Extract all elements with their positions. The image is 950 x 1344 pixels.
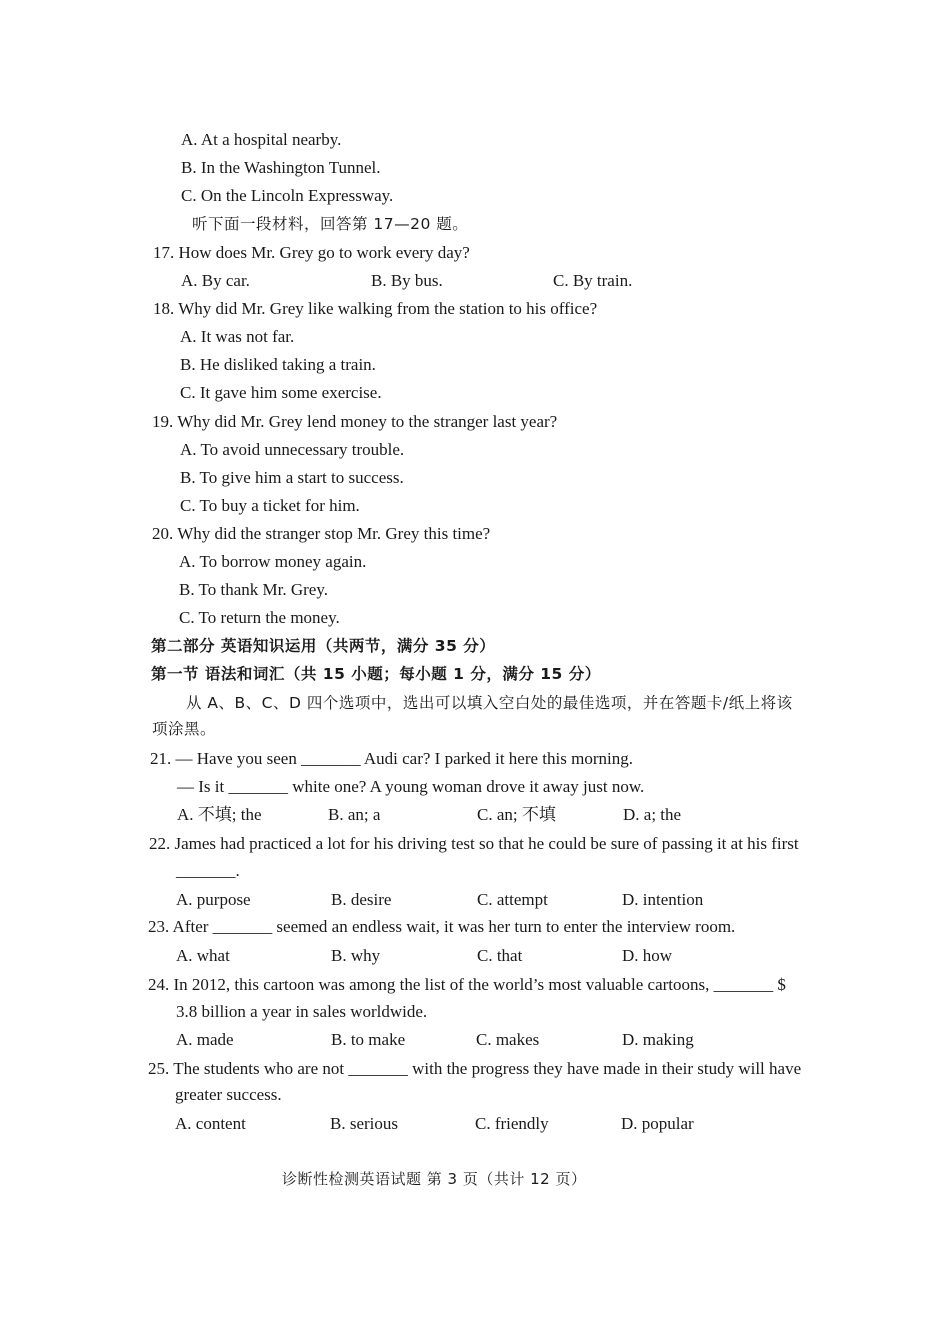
page-footer: 诊断性检测英语试题 第 3 页（共计 12 页） (282, 1170, 587, 1188)
prev-option-a: A. At a hospital nearby. (181, 130, 342, 149)
question-24-options (0, 1029, 950, 1051)
question-21-line-2: — Is it _______ white one? A young woman drove it away just now. (177, 777, 645, 796)
listening-instruction: 听下面一段材料，回答第 17—20 题。 (192, 215, 469, 233)
q17-option-a: A. By car. (181, 271, 250, 290)
q21-option-a: A. 不填; the (177, 805, 262, 824)
question-22-line-2: _______. (176, 861, 240, 880)
question-23-options (0, 945, 950, 967)
question-17-options (0, 270, 950, 292)
question-25-options (0, 1113, 950, 1135)
q23-option-a: A. what (176, 946, 230, 965)
question-25-line-2: greater success. (175, 1085, 282, 1104)
q23-option-d: D. how (622, 946, 673, 965)
q25-option-c: C. friendly (475, 1114, 549, 1133)
q17-option-c: C. By train. (553, 271, 633, 290)
q25-option-b: B. serious (330, 1114, 398, 1133)
q21-option-c: C. an; 不填 (477, 805, 556, 824)
q24-option-c: C. makes (476, 1030, 540, 1049)
q20-option-b: B. To thank Mr. Grey. (179, 580, 328, 599)
q19-option-b: B. To give him a start to success. (180, 468, 404, 487)
q25-option-a: A. content (175, 1114, 246, 1133)
q24-option-d: D. making (622, 1030, 694, 1049)
q22-option-d: D. intention (622, 890, 704, 909)
question-17-stem: 17. How does Mr. Grey go to work every day? (153, 243, 470, 262)
question-20-stem: 20. Why did the stranger stop Mr. Grey this time? (152, 524, 491, 543)
prev-option-c: C. On the Lincoln Expressway. (181, 186, 394, 205)
q24-option-a: A. made (176, 1030, 234, 1049)
q22-option-a: A. purpose (176, 890, 251, 909)
q21-option-b: B. an; a (328, 805, 381, 824)
q18-option-c: C. It gave him some exercise. (180, 383, 382, 402)
q20-option-a: A. To borrow money again. (179, 552, 367, 571)
question-25-line-1: 25. The students who are not _______ with the progress they have made in their study will have (148, 1059, 802, 1078)
q20-option-c: C. To return the money. (179, 608, 340, 627)
q18-option-b: B. He disliked taking a train. (180, 355, 376, 374)
q21-option-d: D. a; the (623, 805, 682, 824)
question-21-options (0, 804, 950, 826)
q17-option-b: B. By bus. (371, 271, 443, 290)
question-24-line-2: 3.8 billion a year in sales worldwide. (176, 1002, 428, 1021)
q19-option-c: C. To buy a ticket for him. (180, 496, 360, 515)
question-22-options (0, 889, 950, 911)
question-19-stem: 19. Why did Mr. Grey lend money to the stranger last year? (152, 412, 558, 431)
section-one-title: 第一节 语法和词汇（共 15 小题；每小题 1 分，满分 15 分） (151, 665, 601, 683)
q25-option-d: D. popular (621, 1114, 694, 1133)
question-18-stem: 18. Why did Mr. Grey like walking from the station to his office? (153, 299, 598, 318)
prev-option-b: B. In the Washington Tunnel. (181, 158, 381, 177)
q22-option-b: B. desire (331, 890, 392, 909)
instruction-line-2: 项涂黑。 (152, 720, 217, 738)
q19-option-a: A. To avoid unnecessary trouble. (180, 440, 405, 459)
question-23-stem: 23. After _______ seemed an endless wait, it was her turn to enter the interview room. (148, 917, 736, 936)
instruction-line-1: 从 A、B、C、D 四个选项中，选出可以填入空白处的最佳选项，并在答题卡/纸上将该 (186, 694, 793, 712)
q24-option-b: B. to make (331, 1030, 406, 1049)
question-21-line-1: 21. — Have you seen _______ Audi car? I parked it here this morning. (150, 749, 633, 768)
question-24-line-1: 24. In 2012, this cartoon was among the list of the world’s most valuable cartoons, _______ $ (148, 975, 786, 994)
question-22-line-1: 22. James had practiced a lot for his driving test so that he could be sure of passing it at his first (149, 834, 799, 853)
q22-option-c: C. attempt (477, 890, 548, 909)
q23-option-c: C. that (477, 946, 523, 965)
q18-option-a: A. It was not far. (180, 327, 295, 346)
part-two-title: 第二部分 英语知识运用（共两节，满分 35 分） (151, 637, 496, 655)
q23-option-b: B. why (331, 946, 381, 965)
